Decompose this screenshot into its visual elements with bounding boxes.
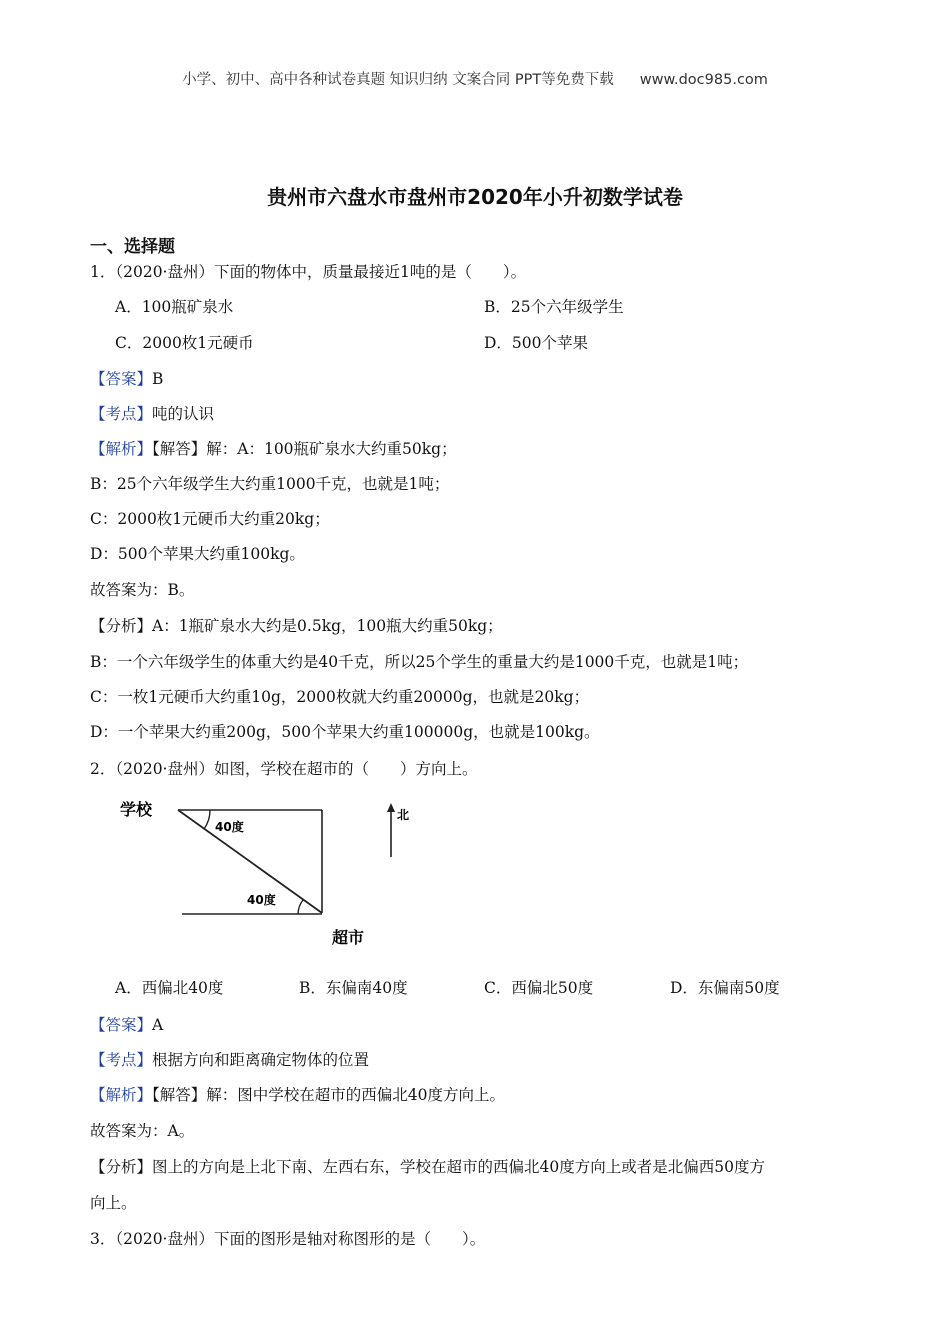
q1-answer-value: B — [152, 370, 164, 388]
angle-arc-top — [204, 810, 210, 829]
header-site-link[interactable]: www.doc985.com — [639, 72, 768, 88]
q1-line: C：一枚1元硬币大约重10g，2000枚就大约重20000g，也就是20kg； — [90, 688, 590, 706]
angle-arc-bottom — [298, 900, 303, 914]
q2-analysis — [90, 1083, 505, 1105]
q2-solve: 【解答】解：图中学校在超市的西偏北40度方向上。 — [152, 1086, 505, 1104]
q1-point-value: 吨的认识 — [152, 405, 215, 423]
q2-point-value: 根据方向和距离确定物体的位置 — [152, 1051, 370, 1069]
q2-stem: 2．（2020·盘州）如图，学校在超市的（ ）方向上。 — [90, 760, 478, 778]
q2-answer — [90, 1013, 163, 1035]
q2-option-d: D．东偏南50度 — [670, 979, 780, 997]
q1-answer — [90, 367, 163, 389]
q3-stem: 3．（2020·盘州）下面的图形是轴对称图形的是（ ）。 — [90, 1230, 486, 1248]
q2-line: 向上。 — [90, 1194, 137, 1212]
q2-option-a: A．西偏北40度 — [115, 979, 224, 997]
answer-tag: 【答案】 — [90, 370, 153, 388]
analysis-tag: 【解析】 — [90, 1086, 153, 1104]
q1-solve: 【解答】解：A：100瓶矿泉水大约重50kg； — [152, 440, 457, 458]
q2-line: 【分析】图上的方向是上北下南、左西右东，学校在超市的西偏北40度方向上或者是北偏西50度方 — [90, 1158, 765, 1176]
q2-point — [90, 1048, 369, 1070]
point-tag: 【考点】 — [90, 405, 153, 423]
q1-analysis — [90, 437, 457, 459]
q1-line: C：2000枚1元硬币大约重20kg； — [90, 510, 330, 528]
q1-option-c: C．2000枚1元硬币 — [115, 334, 254, 352]
label-market: 超市 — [332, 928, 365, 947]
label-school: 学校 — [120, 800, 153, 819]
q1-line: D：500个苹果大约重100kg。 — [90, 545, 305, 563]
q1-stem: 1．（2020·盘州）下面的物体中，质量最接近1吨的是（ ）。 — [90, 263, 527, 281]
q1-option-b: B．25个六年级学生 — [484, 298, 624, 316]
label-angle-bottom: 40度 — [247, 893, 276, 907]
q1-line: 【分析】A：1瓶矿泉水大约是0.5kg，100瓶大约重50kg； — [90, 617, 503, 635]
label-north: 北 — [397, 808, 410, 822]
page-title: 贵州市六盘水市盘州市2020年小升初数学试卷 — [267, 185, 683, 209]
direction-diagram — [110, 795, 430, 955]
q2-option-c: C．西偏北50度 — [484, 979, 594, 997]
section-heading: 一、选择题 — [90, 237, 175, 257]
q1-point — [90, 402, 214, 424]
analysis-tag: 【解析】 — [90, 440, 153, 458]
answer-tag: 【答案】 — [90, 1016, 153, 1034]
page-header — [0, 68, 950, 89]
label-angle-top: 40度 — [215, 820, 244, 834]
q1-option-a: A．100瓶矿泉水 — [115, 298, 234, 316]
q1-line: B：一个六年级学生的体重大约是40千克，所以25个学生的重量大约是1000千克，也就是1吨； — [90, 653, 749, 671]
q1-option-d: D．500个苹果 — [484, 334, 589, 352]
point-tag: 【考点】 — [90, 1051, 153, 1069]
q2-answer-value: A — [152, 1016, 164, 1034]
north-arrow-icon — [387, 803, 395, 812]
q2-line: 故答案为：A。 — [90, 1122, 195, 1140]
q1-line: B：25个六年级学生大约重1000千克，也就是1吨； — [90, 475, 450, 493]
q1-line: D：一个苹果大约重200g，500个苹果大约重100000g，也就是100kg。 — [90, 723, 600, 741]
q1-line: 故答案为：B。 — [90, 581, 195, 599]
header-text: 小学、初中、高中各种试卷真题 知识归纳 文案合同 PPT等免费下载 — [182, 72, 614, 88]
q2-option-b: B．东偏南40度 — [299, 979, 408, 997]
